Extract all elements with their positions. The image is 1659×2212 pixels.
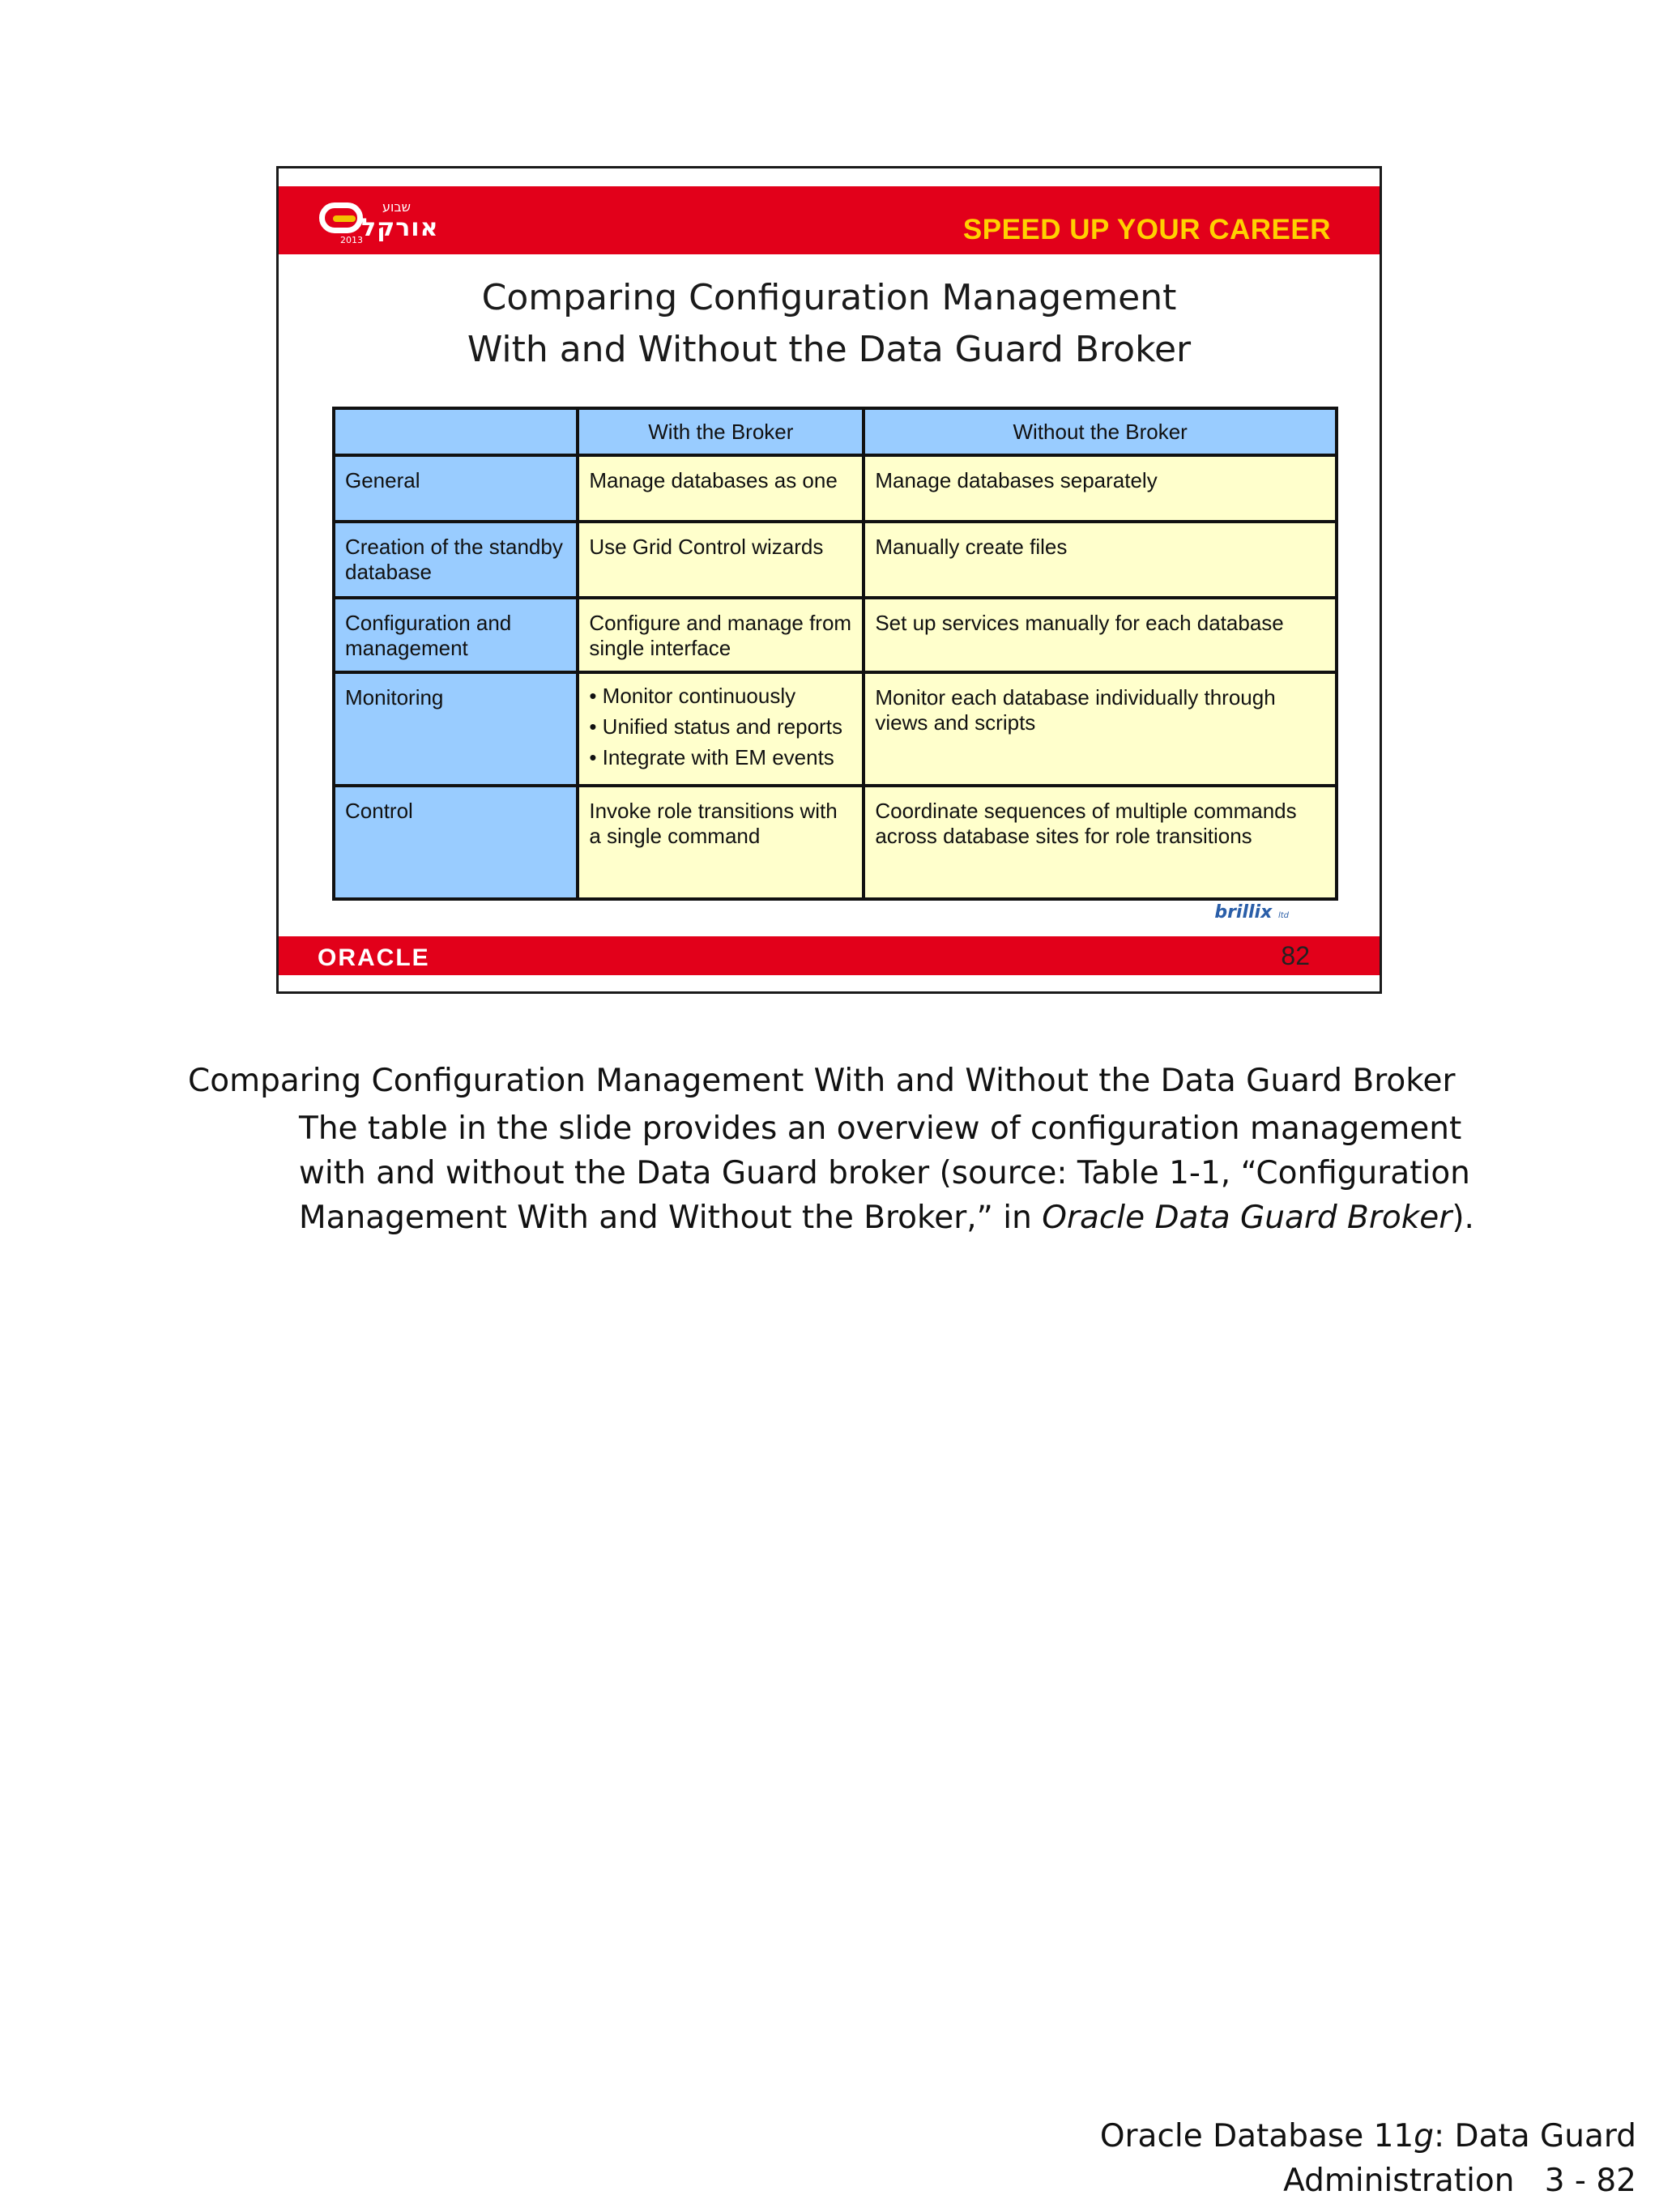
notes-body-end: ). [1452,1200,1474,1236]
logo-hebrew-text: אורקל [361,214,439,242]
slide-tagline: SPEED UP YOUR CAREER [962,214,1331,245]
table-header-with: With the Broker [578,408,864,455]
row-label: Control [334,786,578,899]
table-row [334,455,1337,522]
table-row [334,672,1337,786]
table-row [334,786,1337,899]
row-label: Creation of the standby database [334,522,578,598]
slide-number: 82 [1281,941,1310,970]
cell-without: Set up services manually for each database [864,598,1337,672]
slide-title [279,272,1380,376]
table-header-blank [334,408,578,455]
notes-body [299,1106,1498,1240]
cell-without: Manually create files [864,522,1337,598]
footer-version-suffix: g [1414,2118,1434,2154]
oracle-logo: ORACLE [318,944,430,971]
page-footer [1100,2114,1636,2203]
bullet-list [589,680,852,773]
table-header-without: Without the Broker [864,408,1337,455]
row-label: Monitoring [334,672,578,786]
notes-body-citation: Oracle Data Guard Broker [1042,1200,1452,1236]
cell-with: Configure and manage from single interface [578,598,864,672]
bullet-item: • Integrate with EM events [589,742,852,773]
slide-title-line2: With and Without the Data Guard Broker [467,329,1192,370]
cell-with: Manage databases as one [578,455,864,522]
row-label: Configuration and management [334,598,578,672]
table-header-row [334,408,1337,455]
logo-hebrew-small: שבוע [382,199,411,215]
brillix-text: brillix [1214,902,1273,923]
row-label: General [334,455,578,522]
notes-heading: Comparing Configuration Management With and Without the Data Guard Broker [188,1063,1456,1099]
table-row [334,522,1337,598]
slide-image [276,166,1382,994]
logo-year: 2013 [340,235,363,245]
oracle-week-logo [319,199,449,245]
slide-title-line1: Comparing Configuration Management [481,277,1177,318]
bullet-item: • Monitor continuously [589,680,852,711]
cell-without: Manage databases separately [864,455,1337,522]
footer-line1 [1100,2114,1636,2159]
footer-product-rest: : Data Guard [1434,2118,1636,2154]
table-row [334,598,1337,672]
brillix-suffix: ltd [1277,911,1289,920]
slide-bottom-banner [279,936,1380,975]
cell-with [578,672,864,786]
cell-with: Use Grid Control wizards [578,522,864,598]
footer-product: Oracle Database 11 [1099,2118,1414,2154]
brillix-logo [1214,902,1289,923]
cell-without: Monitor each database individually through views and scripts [864,672,1337,786]
footer-line2: Administration 3 - 82 [1283,2163,1636,2199]
cell-without: Coordinate sequences of multiple commands across database sites for role transitions [864,786,1337,899]
slide-top-banner [279,186,1380,254]
cell-with: Invoke role transitions with a single command [578,786,864,899]
bullet-item: • Unified status and reports [589,711,852,742]
notes-body-text: The table in the slide provides an overview of configuration management with and without the Data Guard broker (source: Table 1-1, “Configuration Management With and Without the Broker,” in [299,1110,1470,1236]
comparison-table [332,407,1338,901]
logo-ring-icon [319,202,363,233]
